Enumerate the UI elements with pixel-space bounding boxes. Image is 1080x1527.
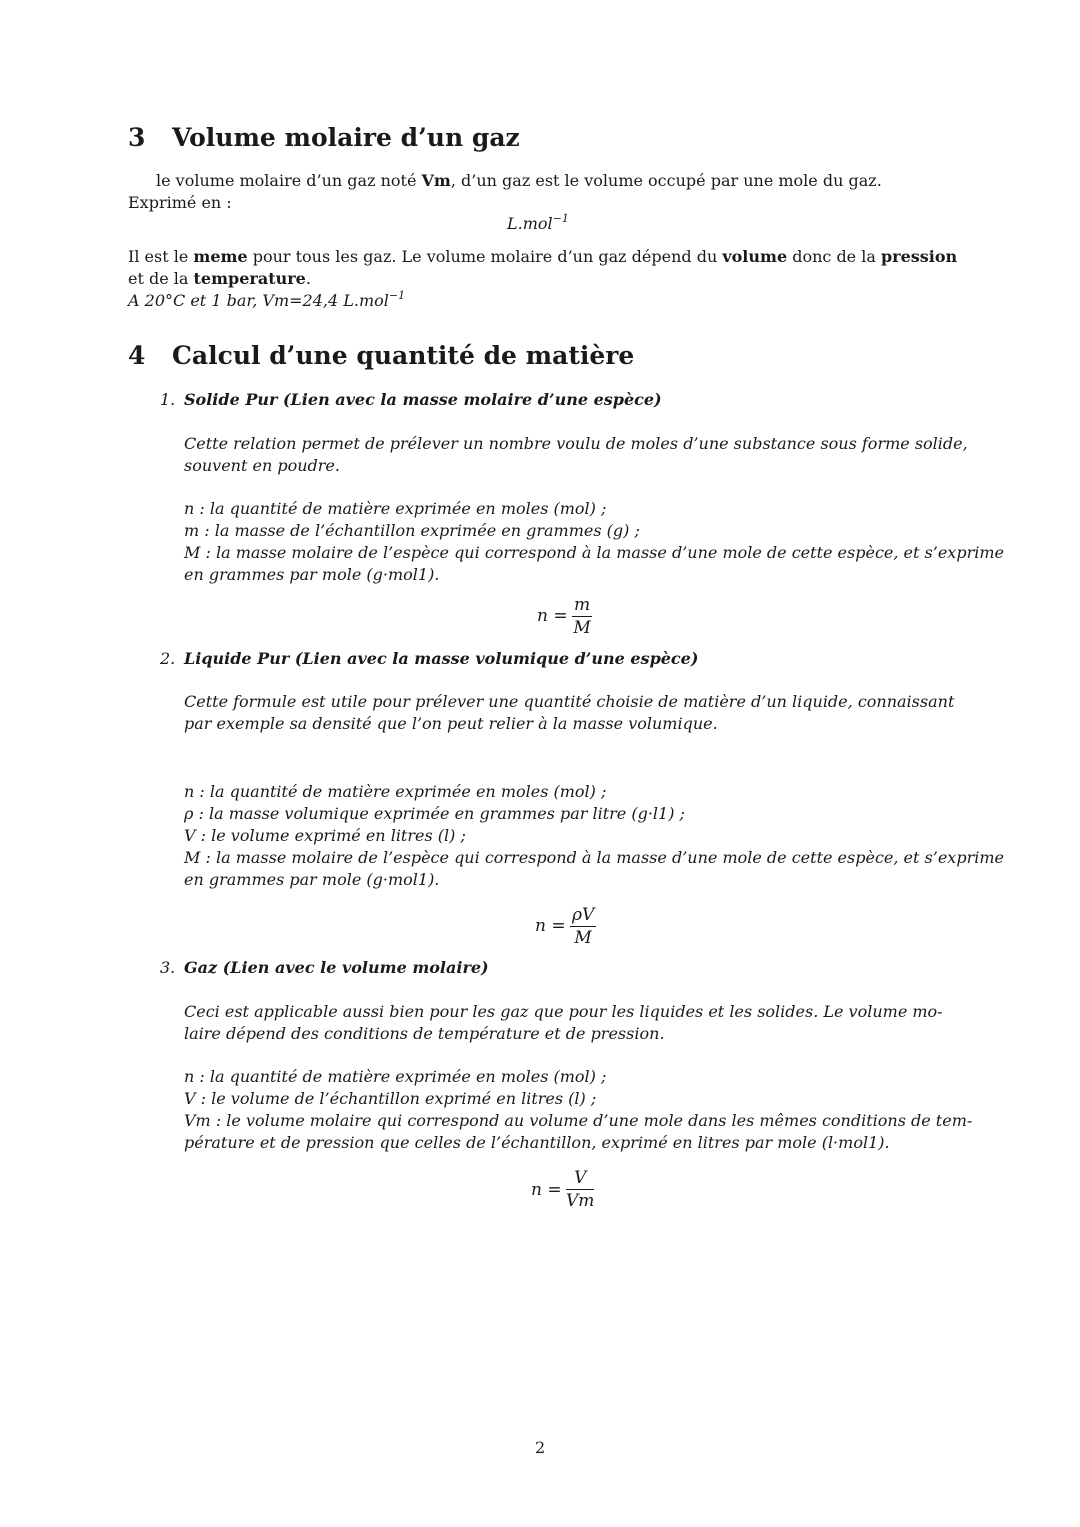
equation-numerator: V (566, 1168, 594, 1190)
item-2-intro-line-2: par exemple sa densité que l’on peut relier à la masse volumique. (184, 714, 718, 733)
item-1-heading: Solide Pur (Lien avec la masse molaire d’une espèce) (184, 390, 662, 409)
item-1-equation-lhs: n = (537, 606, 568, 626)
section-3-paragraph-1: le volume molaire d’un gaz noté Vm, d’un gaz est le volume occupé par une mole du gaz. (156, 171, 882, 190)
item-1-intro-line-2: souvent en poudre. (184, 456, 340, 475)
item-2-equation-fraction (570, 905, 596, 948)
unit-formula: L.mol$^{-1}$ (507, 212, 569, 233)
item-2-heading: Liquide Pur (Lien avec la masse volumique d’une espèce) (184, 649, 699, 668)
item-2-intro-line-1: Cette formule est utile pour prélever une quantité choisie de matière d’un liquide, connaissant (184, 692, 955, 711)
item-2-definition: V : le volume exprimé en litres (l) ; (184, 826, 466, 845)
item-3-definition: V : le volume de l’échantillon exprimé en litres (l) ; (184, 1089, 597, 1108)
item-1-equation-fraction (572, 595, 592, 638)
item-1-number: 1. (160, 390, 176, 409)
item-3-intro-line-2: laire dépend des conditions de température et de pression. (184, 1024, 665, 1043)
item-2-number: 2. (160, 649, 176, 668)
item-2-definition: ρ : la masse volumique exprimée en grammes par litre (g·l1) ; (184, 804, 685, 823)
section-3-number: 3 (128, 123, 146, 152)
section-3-paragraph-2: Exprimé en : (128, 193, 232, 212)
item-3-intro-line-1: Ceci est applicable aussi bien pour les gaz que pour les liquides et les solides. Le volume mo- (184, 1002, 943, 1021)
section-3-title: Volume molaire d’un gaz (172, 123, 520, 152)
page-number: 2 (535, 1438, 546, 1457)
equation-denominator: M (573, 618, 591, 638)
item-2-definition: n : la quantité de matière exprimée en moles (mol) ; (184, 782, 607, 801)
item-1-definition: m : la masse de l’échantillon exprimée en grammes (g) ; (184, 521, 640, 540)
item-3-definition: Vm : le volume molaire qui correspond au volume d’une mole dans les mêmes conditions de tem- (184, 1111, 973, 1130)
section-4-title: Calcul d’une quantité de matière (172, 341, 635, 370)
item-2-equation-lhs: n = (535, 916, 566, 936)
section-4-number: 4 (128, 341, 146, 370)
item-1-intro-line-1: Cette relation permet de prélever un nombre voulu de moles d’une substance sous forme solide, (184, 434, 968, 453)
section-3-paragraph-3: Il est le meme pour tous les gaz. Le volume molaire d’un gaz dépend du volume donc de la pression (128, 247, 958, 266)
equation-denominator: M (574, 928, 592, 948)
item-3-equation-fraction (566, 1168, 594, 1211)
equation-numerator: m (574, 595, 591, 615)
item-3-equation-lhs: n = (531, 1180, 562, 1200)
item-1-definition: n : la quantité de matière exprimée en moles (mol) ; (184, 499, 607, 518)
equation-denominator: Vm (566, 1191, 595, 1211)
item-1-definition: M : la masse molaire de l’espèce qui correspond à la masse d’une mole de cette espèce, et s’exprime (184, 543, 1004, 562)
item-3-definition: pérature et de pression que celles de l’échantillon, exprimé en litres par mole (l·mol1). (184, 1133, 890, 1152)
item-3-definition: n : la quantité de matière exprimée en moles (mol) ; (184, 1067, 607, 1086)
item-2-definition: M : la masse molaire de l’espèce qui correspond à la masse d’une mole de cette espèce, et s’exprime (184, 848, 1004, 867)
section-3-paragraph-4: et de la temperature. (128, 269, 311, 288)
item-1-definition: en grammes par mole (g·mol1). (184, 565, 440, 584)
item-3-heading: Gaz (Lien avec le volume molaire) (184, 958, 489, 977)
equation-numerator: ρV (572, 905, 595, 925)
item-3-number: 3. (160, 958, 176, 977)
section-3-example: A 20°C et 1 bar, Vm=24,4 L.mol$^{-1}$ (128, 289, 406, 310)
item-2-definition: en grammes par mole (g·mol1). (184, 870, 440, 889)
